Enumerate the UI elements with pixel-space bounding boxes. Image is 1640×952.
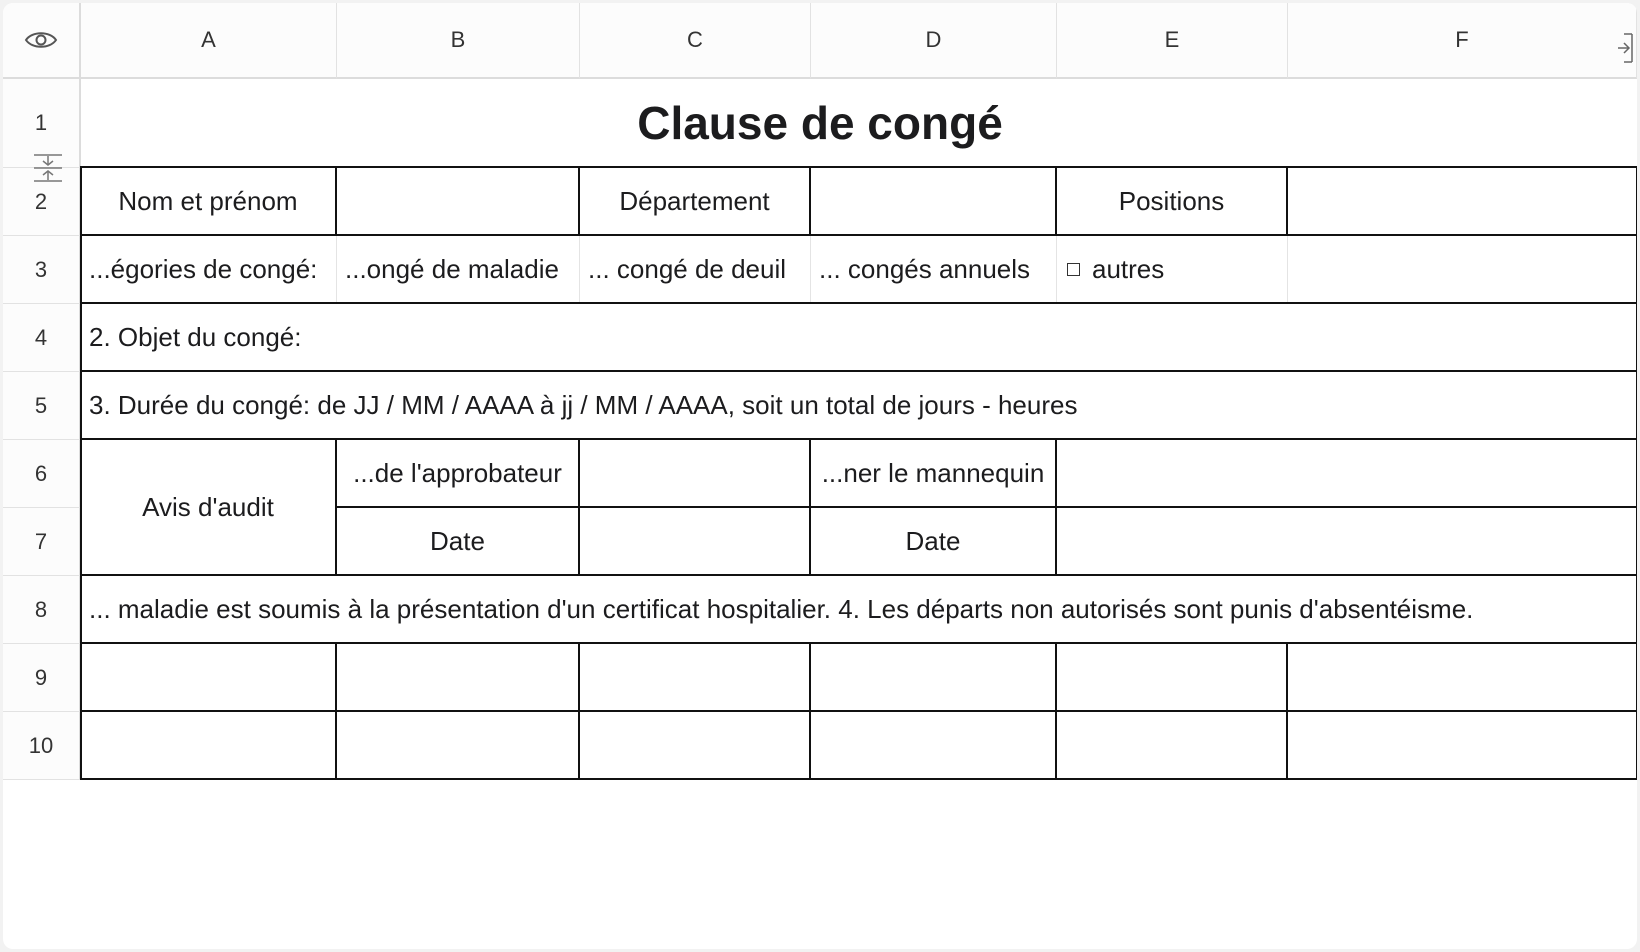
column-header-f[interactable]: F (1288, 3, 1637, 79)
border-line (80, 642, 1637, 644)
border-line (335, 166, 337, 236)
department-label-cell[interactable]: Département (619, 185, 770, 216)
empty-cell[interactable] (1056, 711, 1287, 779)
border-line (80, 166, 82, 780)
spreadsheet-window (3, 3, 1637, 949)
border-line (809, 642, 811, 780)
border-line (809, 166, 811, 236)
column-header-d[interactable]: D (811, 3, 1057, 79)
border-line (809, 438, 811, 576)
leave-duration-cell[interactable]: 3. Durée du congé: de JJ / MM / AAAA à jj / MM / AAAA, soit un total de jours - heures (89, 389, 1078, 420)
border-line (335, 438, 337, 576)
border-line (80, 166, 1637, 168)
name-label-cell[interactable]: Nom et prénom (118, 185, 298, 216)
border-line (80, 574, 1637, 576)
approver-value-cell[interactable] (579, 439, 810, 507)
border-line (80, 438, 1637, 440)
empty-cell[interactable] (80, 711, 336, 779)
border-line (80, 778, 1637, 780)
bereavement-leave-cell[interactable]: ... congé de deuil (588, 253, 787, 284)
empty-cell[interactable] (810, 711, 1056, 779)
empty-cell[interactable] (1287, 711, 1636, 779)
sign-value-cell[interactable] (1056, 439, 1636, 507)
date-label-cell-2[interactable]: Date (905, 525, 961, 556)
sign-label-cell[interactable]: ...ner le mannequin (821, 457, 1045, 488)
border-line (578, 642, 580, 780)
eye-icon[interactable] (24, 29, 58, 51)
sheet-title[interactable]: Clause de congé (637, 96, 1003, 149)
checkbox-icon[interactable] (1067, 263, 1080, 276)
row3-f-cell[interactable] (1287, 235, 1636, 303)
empty-cell[interactable] (579, 711, 810, 779)
border-line (80, 234, 1637, 236)
other-leave-label: autres (1092, 253, 1165, 284)
border-line (1636, 166, 1637, 780)
audit-opinion-cell[interactable]: Avis d'audit (142, 491, 274, 522)
leave-purpose-cell[interactable]: 2. Objet du congé: (89, 321, 302, 352)
date-label-cell-1[interactable]: Date (430, 525, 485, 556)
leave-categories-cell[interactable]: ...égories de congé: (89, 253, 318, 284)
border-line (578, 438, 580, 576)
name-value-cell[interactable] (336, 167, 579, 235)
row-header-6[interactable]: 6 (3, 440, 81, 508)
row-header-3[interactable]: 3 (3, 236, 81, 304)
sick-leave-cell[interactable]: ...ongé de maladie (345, 253, 559, 284)
border-line (336, 506, 1637, 508)
border-line (1286, 166, 1288, 236)
empty-cell[interactable] (1056, 643, 1287, 711)
empty-cell[interactable] (1287, 643, 1636, 711)
row-header-9[interactable]: 9 (3, 644, 81, 712)
column-header-b[interactable]: B (337, 3, 580, 79)
border-line (80, 710, 1637, 712)
column-header-e[interactable]: E (1057, 3, 1288, 79)
column-header-c[interactable]: C (580, 3, 811, 79)
positions-label-cell[interactable]: Positions (1118, 185, 1225, 216)
row-header-7[interactable]: 7 (3, 508, 81, 576)
border-line (1055, 166, 1057, 236)
other-leave-cell[interactable] (1056, 235, 1287, 303)
approver-label-cell[interactable]: ...de l'approbateur (353, 457, 562, 488)
row-header-4[interactable]: 4 (3, 304, 81, 372)
empty-cell[interactable] (579, 643, 810, 711)
empty-cell[interactable] (336, 643, 579, 711)
row-resize-icon[interactable] (33, 153, 63, 183)
empty-cell[interactable] (336, 711, 579, 779)
row-header-8[interactable]: 8 (3, 576, 81, 644)
date-value-cell-1[interactable] (579, 507, 810, 575)
annual-leave-cell[interactable]: ... congés annuels (819, 253, 1031, 284)
border-line (335, 642, 337, 780)
empty-cell[interactable] (810, 643, 1056, 711)
expand-right-icon[interactable] (1615, 31, 1635, 65)
row-header-1[interactable]: 1 (3, 79, 81, 168)
note-cell[interactable]: ... maladie est soumis à la présentation d'un certificat hospitalier. 4. Les départs non autorisés sont punis d'absentéisme. (89, 593, 1474, 624)
positions-value-cell[interactable] (1287, 167, 1636, 235)
empty-cell[interactable] (80, 643, 336, 711)
row-header-10[interactable]: 10 (3, 712, 81, 780)
border-line (1055, 642, 1057, 780)
sheet-grid (80, 78, 1637, 818)
date-value-cell-2[interactable] (1056, 507, 1636, 575)
select-all-corner[interactable] (3, 3, 81, 79)
border-line (80, 370, 1637, 372)
column-header-a[interactable]: A (81, 3, 337, 79)
department-value-cell[interactable] (810, 167, 1056, 235)
row-header-5[interactable]: 5 (3, 372, 81, 440)
border-line (1286, 642, 1288, 780)
border-line (1055, 438, 1057, 576)
row-header-2[interactable]: 2 (3, 168, 81, 236)
border-line (80, 302, 1637, 304)
border-line (578, 166, 580, 236)
